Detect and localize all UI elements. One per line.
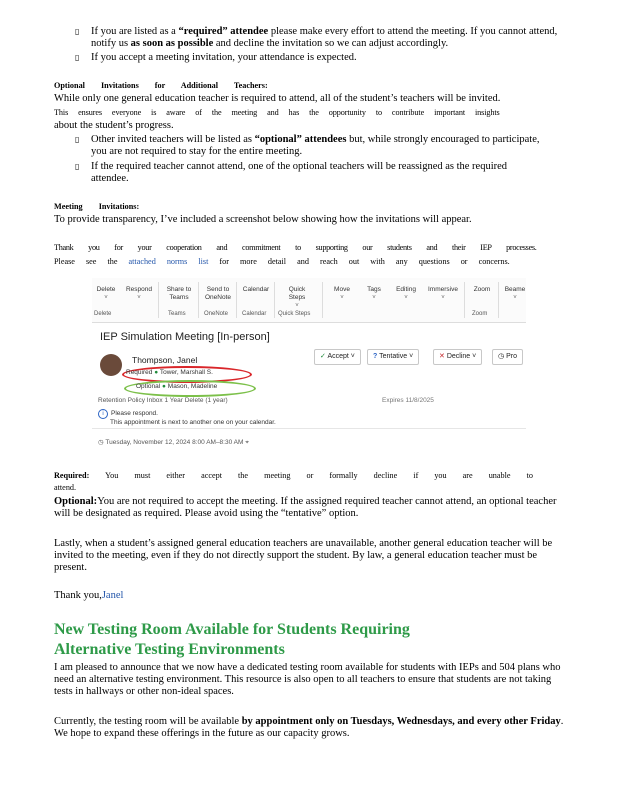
required-note: Required: You must either accept the meeting or formally decline if you are unable to attend. (54, 471, 533, 492)
ribbon-zoom: Zoom (473, 286, 491, 293)
optional-intro-3: about the student’s progress. (54, 120, 174, 131)
ribbon-editing: Editing ˅ (396, 286, 416, 301)
ribbon-immersive: Immersive ˅ (428, 286, 458, 301)
signoff: Thank you,Janel (54, 590, 124, 601)
optional-note: Optional:You are not required to accept the meeting. If the assigned required teacher cannot attend, an optional teacher will be designated as required. Please avoid using the “tentative” option. (54, 496, 557, 519)
bullet-required-attendee: If you are listed as a “required” attendee please make every effort to attend the meeting. If you cannot attend, notify us as soon as possible and decline the invitation so we can adjust accordingly. (91, 26, 558, 49)
ribbon-beamer: Beame ˅ (504, 286, 526, 301)
ribbon-tags: Tags ˅ (367, 286, 381, 301)
ribbon-onenote: Send to OneNote (204, 286, 232, 301)
bullet-accept-invitation: If you accept a meeting invitation, your attendance is expected. (91, 52, 357, 63)
bullet-marker: ▯ (75, 135, 80, 144)
testing-heading-line2: Alternative Testing Environments (54, 641, 285, 658)
decline-button[interactable]: ✕ Decline ˅ (433, 349, 482, 365)
lastly-paragraph: Lastly, when a student’s assigned general education teachers are unavailable, another general education teacher will be invited to the meeting, even if they do not directly support the student. By law, a general education teacher must be present. (54, 538, 553, 573)
optional-heading: Optional Invitations for Additional Teachers: (54, 81, 268, 90)
respond-notice: i Please respond. This appointment is next to another one on your calendar. (98, 409, 276, 427)
meeting-time: ◷ Tuesday, November 12, 2024 8:00 AM–8:30 AM ⌖ (98, 439, 249, 446)
norms-link[interactable]: attached norms list (128, 257, 209, 266)
optional-attendee: Optional ● Mason, Madeline (136, 383, 218, 390)
retention-policy: Retention Policy Inbox 1 Year Delete (1 year) (98, 397, 228, 404)
signoff-name: Janel (101, 590, 124, 601)
optional-intro-2: This ensures everyone is aware of the meeting and has the opportunity to contribute important insights (54, 108, 500, 117)
location-icon: ⌖ (245, 439, 249, 446)
check-circle-icon: ● (154, 369, 159, 376)
testing-heading-line1: New Testing Room Available for Students Requiring (54, 621, 410, 638)
bullet-reassigned: If the required teacher cannot attend, one of the optional teachers will be reassigned as the required attendee. (91, 161, 508, 184)
avatar (100, 354, 122, 376)
testing-paragraph-1: I am pleased to announce that we now have a dedicated testing room available for students with IEPs and 504 plans who need an alternative testing environment. This resource is also open to all teachers to ensure that students are not taking tests in hallways or other non-ideal spaces. (54, 662, 561, 697)
propose-button[interactable]: ◷ Pro (492, 349, 523, 365)
thanks-line: Thank you for your cooperation and commitment to supporting our students and their IEP processes. (54, 243, 537, 252)
accept-button[interactable]: ✓ Accept ˅ (314, 349, 361, 365)
ribbon-move: Move ˅ (334, 286, 350, 301)
outlook-screenshot (92, 278, 526, 458)
bullet-optional-attendees: Other invited teachers will be listed as “optional” attendees but, while strongly encouraged to participate, you are not required to stay for the entire meeting. (91, 134, 540, 157)
expires-date: Expires 11/8/2025 (382, 397, 434, 404)
bullet-marker: ▯ (75, 27, 80, 36)
close-icon: ✕ (439, 353, 445, 360)
sender-name: Thompson, Janel (132, 355, 198, 365)
tentative-button[interactable]: ? Tentative ˅ (367, 349, 419, 365)
ribbon-share-teams: Share to Teams (166, 286, 192, 301)
meeting-subject: IEP Simulation Meeting [In-person] (100, 331, 270, 343)
required-attendee: Required ● Tower, Marshall S. (126, 369, 213, 376)
meeting-heading: Meeting Invitations: (54, 202, 140, 211)
outlook-ribbon: Delete ˅ Respond ˅ Share to Teams Send to OneNote Calendar Quick Steps ˅ Move ˅ Tags ˅ Editing ˅ Immersive ˅ Zoom Beame ˅ Delete Teams OneNote Calendar Quick Steps Zoom (92, 278, 526, 323)
check-circle-icon: ● (162, 383, 166, 390)
clock-icon: ◷ (98, 439, 104, 446)
check-icon: ✓ (320, 353, 326, 360)
question-icon: ? (373, 353, 378, 360)
info-icon: i (98, 409, 108, 419)
ribbon-calendar: Calendar (242, 286, 270, 293)
bullet-marker: ▯ (75, 162, 80, 171)
ribbon-respond: Respond ˅ (125, 286, 153, 301)
testing-paragraph-2: Currently, the testing room will be available by appointment only on Tuesdays, Wednesdays, and every other Friday. We hope to expand these offerings in the future as our capacity grows. (54, 716, 564, 739)
optional-intro: While only one general education teacher is required to attend, all of the student’s teachers will be invited. (54, 93, 501, 104)
ribbon-quick-steps: Quick Steps ˅ (288, 286, 306, 309)
meeting-text: To provide transparency, I’ve included a screenshot below showing how the invitations will appear. (54, 214, 472, 225)
ribbon-delete: Delete ˅ (96, 286, 116, 301)
bullet-marker: ▯ (75, 53, 80, 62)
please-line: Please see the attached norms list for more detail and reach out with any questions or concerns. (54, 257, 510, 266)
